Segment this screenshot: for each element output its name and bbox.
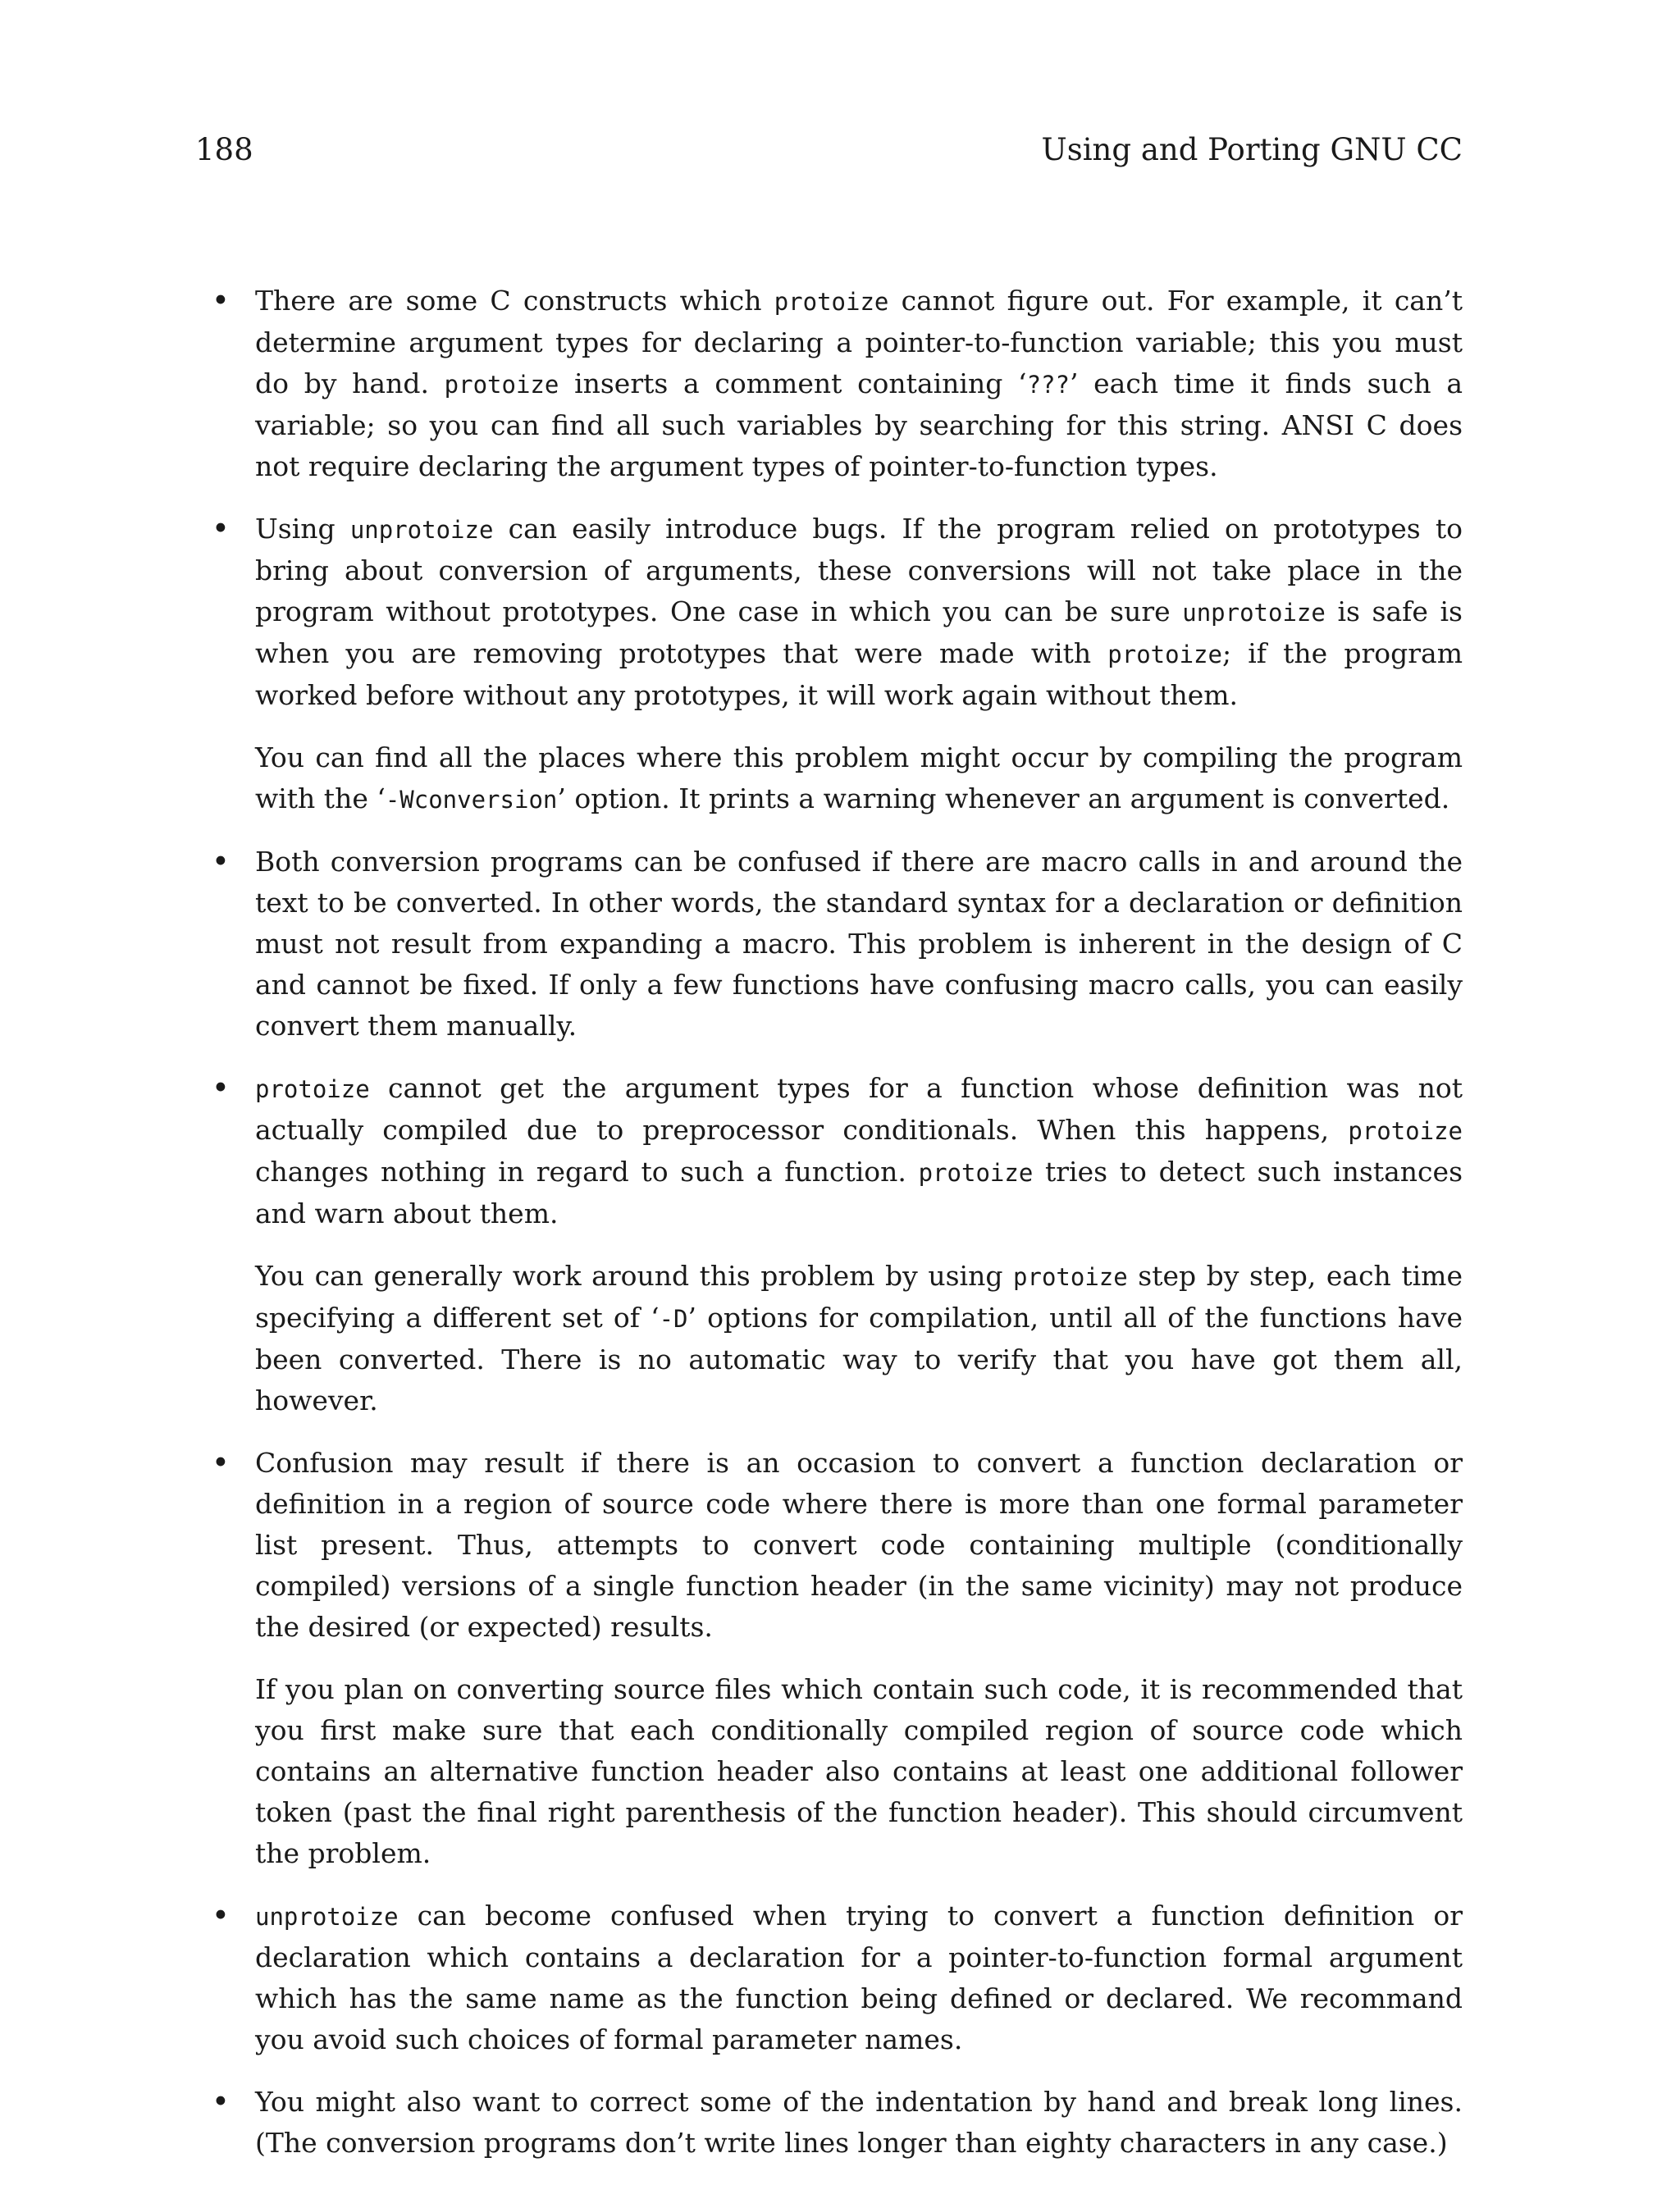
code-term: unprotoize — [1182, 599, 1326, 627]
list-item — [195, 1443, 1463, 1874]
bullet-icon: • — [212, 2084, 230, 2119]
paragraph — [255, 1256, 1463, 1421]
paragraph — [255, 509, 1463, 716]
text-run: cannot get the argument types for a function whose definition was not actually compiled due to preprocessor conditionals. When this happens, — [255, 1072, 1463, 1146]
text-run: Both conversion programs can be confused if there are macro calls in and around the text to be converted. In other words, the standard syntax for a declaration or definition must not result from expanding a macro. This problem is inherent in the design of C and cannot be fixed. If only a few functions have confusing macro calls, you can easily convert them manually. — [255, 846, 1463, 1042]
bullet-icon: • — [212, 1070, 230, 1106]
list-item — [195, 1068, 1463, 1421]
text-run: is safe is when you are removing prototypes that were made with — [255, 595, 1463, 669]
code-term: -D — [659, 1305, 688, 1333]
text-run: cannot figure out. For example, it can’t determine argument types for declaring a pointer-to-function variable; this you must do by hand. — [255, 285, 1463, 399]
code-term: protoize — [774, 288, 889, 316]
code-term: unprotoize — [349, 516, 494, 544]
code-term: ??? — [1026, 371, 1070, 399]
paragraph — [255, 1068, 1463, 1234]
text-run: ’ option. It prints a warning whenever an argument is converted. — [557, 782, 1450, 814]
code-term: -Wconversion — [385, 786, 558, 814]
paragraph — [255, 737, 1463, 820]
bullet-icon: • — [212, 1898, 230, 1933]
text-run: If you plan on converting source files which contain such code, it is recommended that you first make sure that each conditionally compiled region of source code which contains an alternative function header also contains at least one additional follower token (past the final right parenthesis of the function header). This should circumvent the problem. — [255, 1673, 1463, 1869]
text-run: inserts a comment containing ‘ — [559, 367, 1027, 399]
text-run: ’ each time it finds such a variable; so you can find all such variables by searching for this string. ANSI C does not require declaring the argument types of pointer-to-function types. — [255, 367, 1463, 482]
bullet-icon: • — [212, 844, 230, 879]
text-run: tries to detect such instances and warn about them. — [255, 1156, 1463, 1229]
bullet-icon: • — [212, 283, 230, 318]
list-item — [195, 842, 1463, 1047]
bullet-list — [195, 281, 1463, 2164]
text-run: ; if the program worked before without any prototypes, it will work again without them. — [255, 637, 1463, 711]
text-run: can become confused when trying to convert a function definition or declaration which contains a declaration for a pointer-to-function formal argument which has the same name as the function being defined or declared. We recommand you avoid such choices of formal parameter names. — [255, 1900, 1463, 2055]
text-run: You can find all the places where this problem might occur by compiling the program with the ‘ — [255, 741, 1463, 814]
text-run: Using — [255, 513, 350, 545]
running-title: Using and Porting GNU CC — [1041, 132, 1463, 167]
page-header — [195, 130, 1463, 171]
list-item — [195, 509, 1463, 820]
paragraph — [255, 281, 1463, 487]
text-run: There are some C constructs which — [255, 285, 774, 317]
text-run: can easily introduce bugs. If the program relied on prototypes to bring about conversion of arguments, these conversions will not take place in the program without prototypes. One case in which you can be sure — [255, 513, 1463, 627]
code-term: protoize — [1013, 1263, 1128, 1291]
bullet-icon: • — [212, 511, 230, 546]
text-run: changes nothing in regard to such a function. — [255, 1156, 919, 1188]
page-number: 188 — [195, 132, 253, 167]
page-body — [195, 281, 1463, 2185]
list-item — [195, 1895, 1463, 2060]
code-term: protoize — [255, 1075, 370, 1103]
bullet-icon: • — [212, 1445, 230, 1480]
paragraph — [255, 1895, 1463, 2060]
text-run: step by step, each time specifying a different set of ‘ — [255, 1260, 1463, 1334]
code-term: protoize — [918, 1159, 1034, 1187]
code-term: protoize — [1107, 641, 1222, 668]
code-term: protoize — [444, 371, 559, 399]
paragraph — [255, 842, 1463, 1047]
list-item — [195, 281, 1463, 487]
paragraph — [255, 1669, 1463, 1874]
code-term: unprotoize — [255, 1903, 399, 1931]
text-run: ’ options for compilation, until all of the functions have been converted. There is no automatic way to verify that you have got them all, however. — [255, 1302, 1463, 1416]
code-term: protoize — [1348, 1117, 1463, 1145]
paragraph — [255, 2082, 1463, 2164]
list-item — [195, 2082, 1463, 2164]
text-run: You can generally work around this problem by using — [255, 1260, 1014, 1292]
text-run: Confusion may result if there is an occasion to convert a function declaration or definition in a region of source code where there is more than one formal parameter list present. Thus, attempts to convert code containing multiple (conditionally compiled) versions of a single function header (in the same vicinity) may not produce the desired (or expected) results. — [255, 1447, 1463, 1643]
text-run: You might also want to correct some of the indentation by hand and break long lines. (The conversion programs don’t write lines longer than eighty characters in any case.) — [255, 2086, 1463, 2159]
paragraph — [255, 1443, 1463, 1648]
